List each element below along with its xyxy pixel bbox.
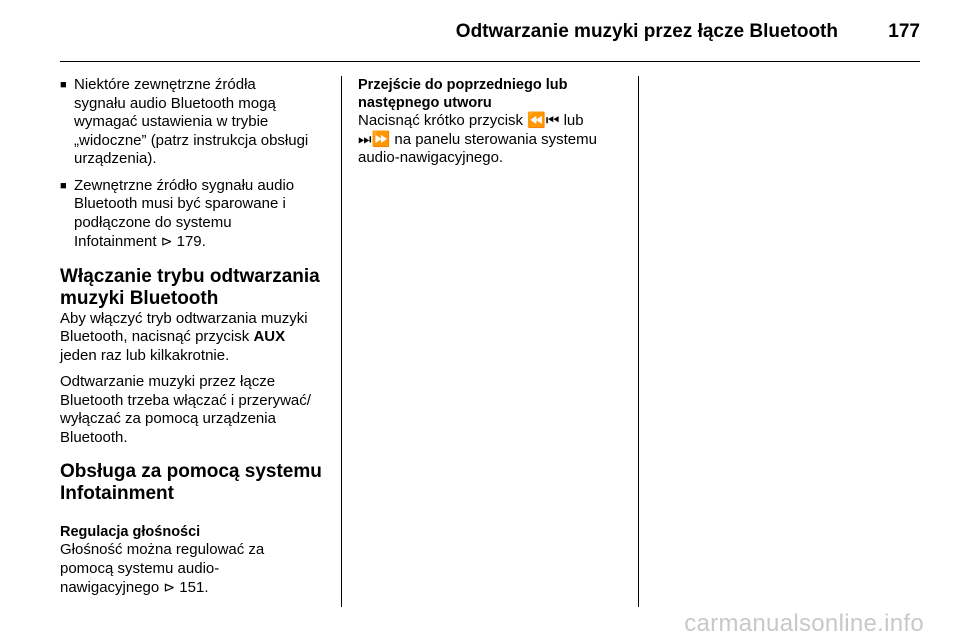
section-heading: Włączanie trybu odtwarzania muzyki Bluetooth <box>60 265 320 309</box>
bullet-item <box>60 76 330 169</box>
next-track-icon: ⏭⏩ <box>358 130 391 148</box>
page-ref-link[interactable]: 179. <box>172 233 206 250</box>
page-ref-arrow-icon[interactable]: ⊳ <box>160 233 173 249</box>
page-ref-arrow-icon[interactable]: ⊳ <box>163 579 176 595</box>
paragraph: Odtwarzanie muzyki przez łącze Bluetooth trzeba włączać i przerywać/ wyłączać za pomocą urządzenia Bluetooth. <box>60 373 311 446</box>
bullet-item <box>60 177 330 252</box>
spacer <box>60 505 330 523</box>
page-title: Odtwarzanie muzyki przez łącze Bluetooth <box>455 21 838 42</box>
subheading: Przejście do poprzedniego lub następnego utworu <box>358 77 568 111</box>
watermark: carmanualsonline.info <box>684 610 924 637</box>
column-2 <box>358 76 628 176</box>
section-heading: Obsługa za pomocą systemu Infotainment <box>60 461 322 504</box>
header-rule <box>60 61 920 62</box>
aux-button-label: AUX <box>253 328 286 345</box>
previous-track-icon: ⏪⏮ <box>527 112 560 129</box>
subheading: Regulacja głośności <box>60 524 201 540</box>
paragraph: Aby włączyć tryb odtwarzania muzyki Bluetooth, nacisnąć przycisk AUX jeden raz lub kilkakrotnie. <box>60 309 308 364</box>
bullet-line: Niektóre zewnętrzne źródła <box>74 76 256 93</box>
page-number: 177 <box>888 21 920 42</box>
page-ref-link[interactable]: 151. <box>175 579 209 596</box>
bullet-line: wymagać ustawienia w trybie <box>74 113 269 130</box>
paragraph: Nacisnąć krótko przycisk ⏪⏮ lub ⏭⏩ na panelu sterowania systemu audio-nawigacyjnego. <box>358 112 597 166</box>
bullet-line: Bluetooth musi być sparowane i <box>74 195 286 212</box>
bullet-line: Zewnętrzne źródło sygnału audio <box>74 176 295 194</box>
column-1 <box>60 76 330 606</box>
bullet-square-icon: ■ <box>60 179 67 192</box>
column-divider-left <box>341 76 342 607</box>
paragraph: Głośność można regulować za pomocą systemu audio- nawigacyjnego ⊳ 151. <box>60 541 265 596</box>
bullet-line: sygnału audio Bluetooth mogą <box>74 94 276 112</box>
page-header <box>60 18 920 48</box>
column-divider-right <box>638 76 639 607</box>
bullet-line: Infotainment ⊳ 179. <box>74 233 206 250</box>
bullet-line: podłączone do systemu <box>74 213 232 231</box>
bullet-square-icon: ■ <box>60 79 67 91</box>
bullet-line: urządzenia). <box>74 150 157 167</box>
bullet-line: „widoczne” (patrz instrukcja obsługi <box>74 131 309 149</box>
